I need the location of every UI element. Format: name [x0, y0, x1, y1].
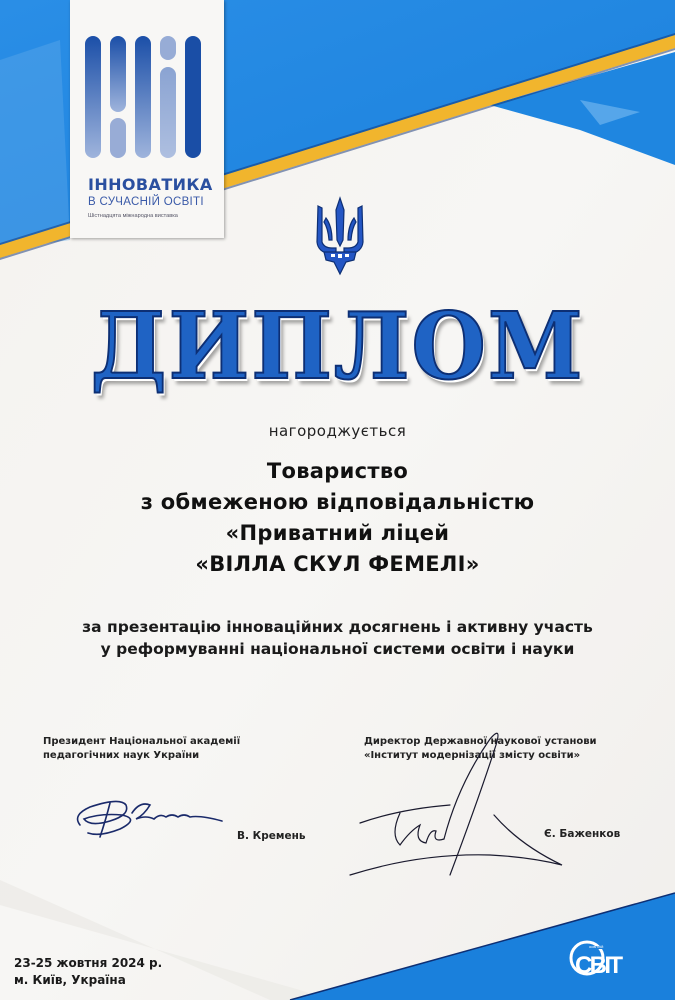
award-reason — [0, 616, 675, 660]
recipient-line: «Приватний ліцей — [225, 521, 450, 545]
reason-line: за презентацію інноваційних досягнень і активну участь — [82, 618, 593, 636]
logo-title: ІННОВАТИКА — [88, 175, 213, 194]
signatory-title-line: педагогічних наук України — [43, 750, 200, 761]
awarded-label: нагороджується — [268, 422, 407, 440]
recipient-line: Товариство — [266, 459, 409, 483]
logo-tagline: Шістнадцята міжнародна виставка — [88, 213, 178, 219]
recipient-name — [0, 456, 675, 580]
svit-text: СВІТ — [575, 952, 623, 979]
signatory-title-line: Директор Державної наукової установи — [364, 736, 597, 747]
event-info — [14, 955, 162, 989]
svit-logo-icon — [567, 936, 629, 980]
signature-right — [340, 725, 580, 895]
svit-small-text: освітній — [589, 944, 604, 949]
exhibition-logo — [70, 0, 224, 238]
logo-subtitle: В СУЧАСНІЙ ОСВІТІ — [88, 196, 204, 208]
diploma-title: ДИПЛОМ — [90, 292, 585, 400]
trident-icon — [312, 196, 368, 276]
event-dates: 23-25 жовтня 2024 р. — [14, 956, 163, 970]
signatory-left-name: В. Кремень — [237, 830, 306, 842]
signature-left — [70, 785, 250, 845]
signatory-title-line: «Інститут модернізації змісту освіти» — [364, 750, 581, 761]
logo-bars-icon — [85, 36, 203, 160]
signatory-title-line: Президент Національної академії — [43, 736, 241, 747]
signatory-left-title — [43, 735, 240, 763]
reason-line: у реформуванні національної системи освіти і науки — [100, 640, 575, 658]
recipient-line: з обмеженою відповідальністю — [140, 490, 535, 514]
recipient-line: «ВІЛЛА СКУЛ ФЕМЕЛІ» — [195, 552, 480, 576]
event-location: м. Київ, Україна — [14, 973, 126, 987]
signatory-right-name: Є. Баженков — [544, 828, 621, 840]
